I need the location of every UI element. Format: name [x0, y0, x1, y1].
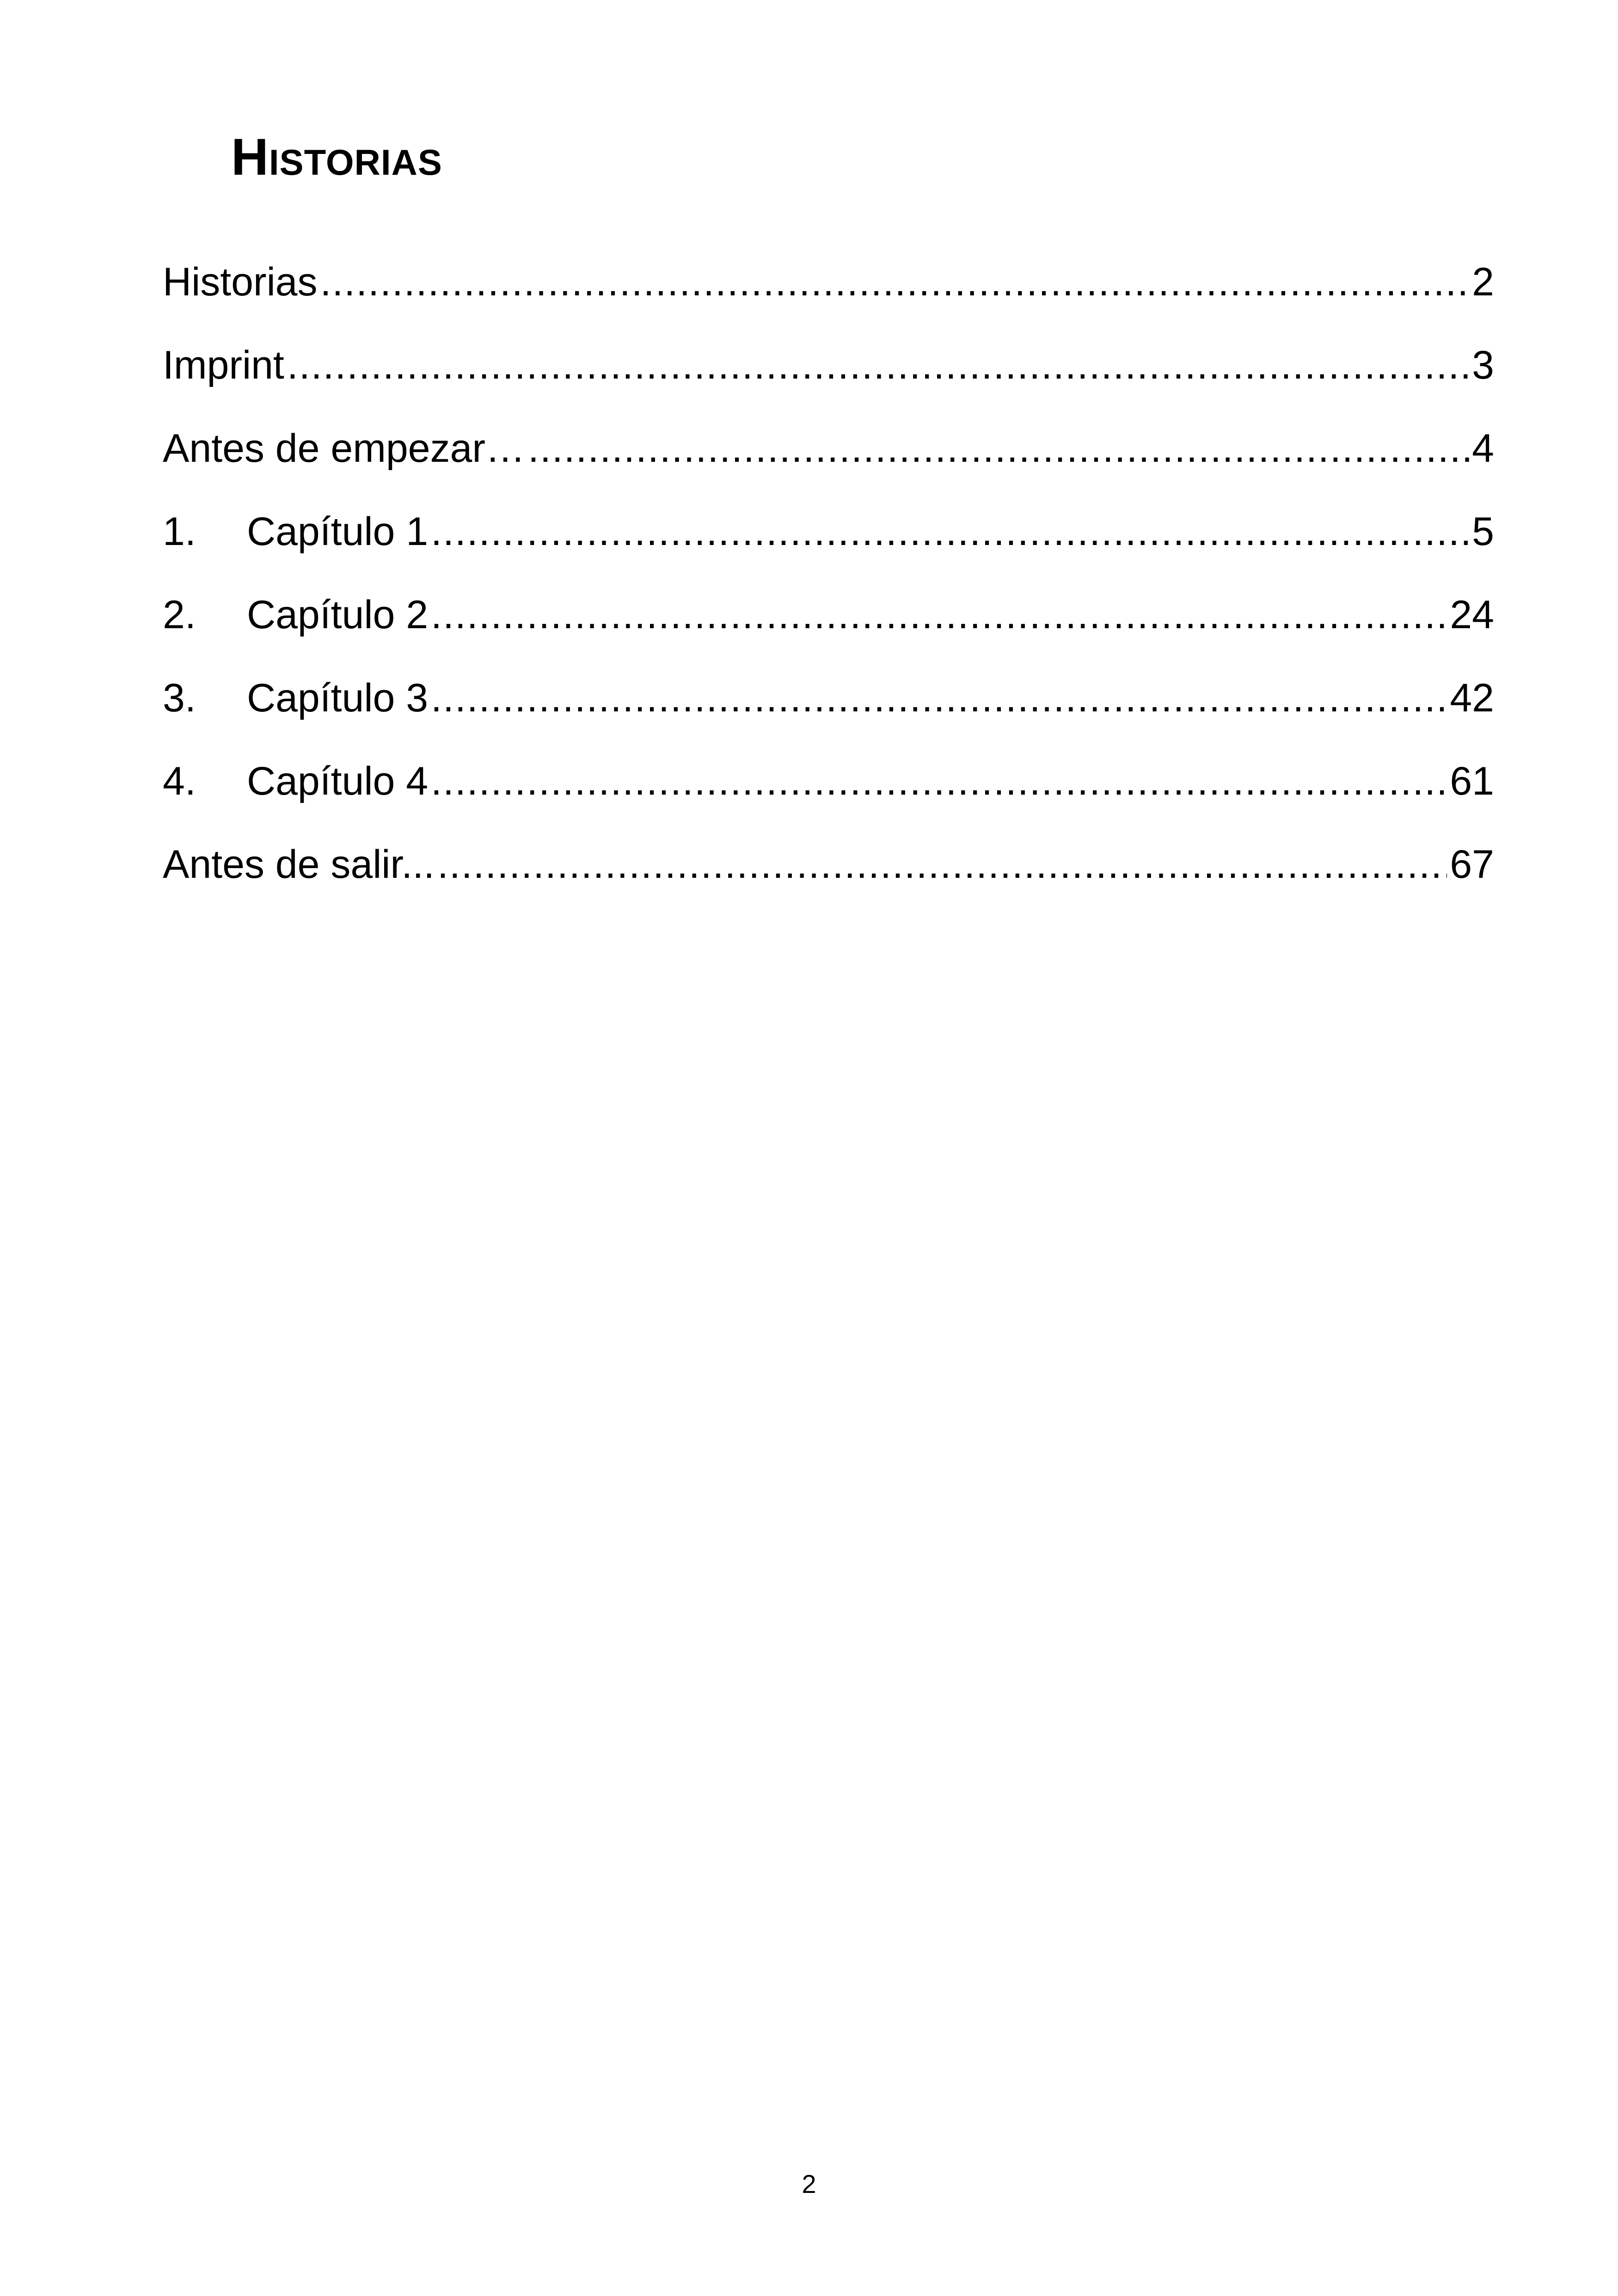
- toc-entry-page: 24: [1450, 593, 1494, 637]
- toc-entry-page: 5: [1472, 509, 1494, 554]
- toc-entry-capitulo-1[interactable]: [163, 502, 1494, 585]
- toc-entry-page: 2: [1472, 260, 1494, 304]
- toc-dot-leader: [287, 335, 1469, 395]
- table-of-contents: [163, 252, 1494, 918]
- toc-entry-page: 3: [1472, 343, 1494, 387]
- toc-dot-leader: [431, 751, 1447, 811]
- toc-entry-title: Antes de empezar…: [163, 426, 525, 471]
- page-number: 2: [802, 2169, 816, 2198]
- toc-entry-title: Antes de salir...: [163, 842, 435, 887]
- toc-entry-page: 67: [1450, 842, 1494, 887]
- toc-entry-capitulo-2[interactable]: [163, 585, 1494, 668]
- toc-entry-title: Capítulo 1: [247, 509, 429, 554]
- toc-entry-capitulo-4[interactable]: [163, 751, 1494, 834]
- toc-entry-antes-de-empezar[interactable]: [163, 418, 1494, 502]
- toc-dot-leader: [437, 834, 1447, 894]
- toc-entry-page: 4: [1472, 426, 1494, 471]
- toc-entry-page: 42: [1450, 676, 1494, 720]
- toc-entry-title: Capítulo 3: [247, 676, 429, 720]
- toc-entry-number: 4.: [163, 759, 196, 803]
- toc-dot-leader: [431, 585, 1447, 645]
- toc-dot-leader: [528, 418, 1469, 478]
- toc-entry-title: Historias: [163, 260, 318, 304]
- toc-entry-number: 1.: [163, 509, 196, 554]
- toc-entry-title: Imprint: [163, 343, 284, 387]
- toc-entry-title: Capítulo 2: [247, 593, 429, 637]
- page-title: Historias: [231, 128, 442, 186]
- toc-entry-historias[interactable]: [163, 252, 1494, 335]
- toc-dot-leader: [431, 668, 1447, 728]
- toc-entry-capitulo-3[interactable]: [163, 668, 1494, 751]
- toc-entry-antes-de-salir[interactable]: [163, 834, 1494, 918]
- toc-entry-number: 2.: [163, 593, 196, 637]
- toc-entry-number: 3.: [163, 676, 196, 720]
- toc-entry-title: Capítulo 4: [247, 759, 429, 803]
- toc-entry-imprint[interactable]: [163, 335, 1494, 418]
- toc-dot-leader: [431, 502, 1469, 562]
- toc-entry-page: 61: [1450, 759, 1494, 803]
- toc-dot-leader: [320, 252, 1470, 312]
